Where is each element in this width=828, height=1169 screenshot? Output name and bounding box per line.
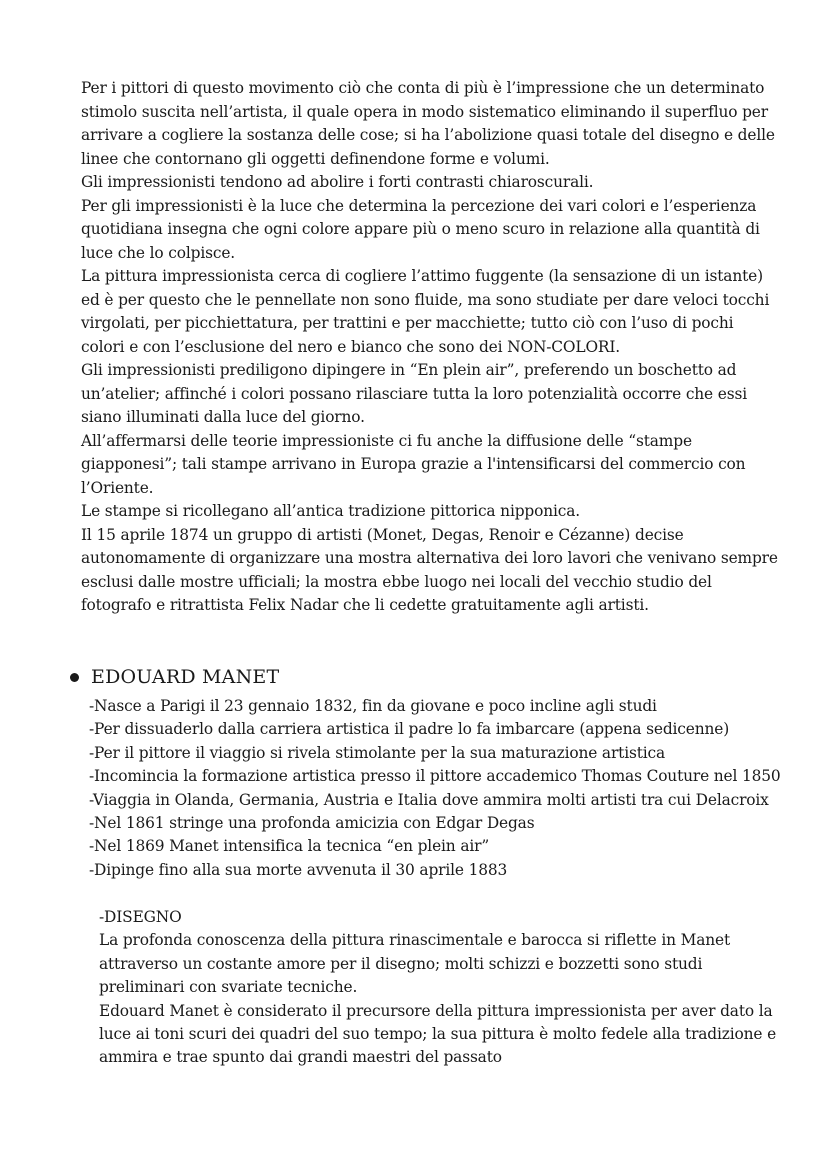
- subsection-title: -DISEGNO: [99, 908, 182, 926]
- disegno-section: [99, 906, 779, 1070]
- intro-paragraph: Gli impressionisti prediligono dipingere in “En plein air”, preferendo un boschetto ad un’atelier; affinché i colori possano rilasciare tutta la loro potenzialità occorre che essi siano illuminati dalla luce del giorno.: [81, 361, 747, 426]
- intro-paragraph: All’affermarsi delle teorie impressioniste ci fu anche la diffusione delle “stampe giapponesi”; tali stampe arrivano in Europa grazie a l'intensificarsi del commercio con l’Oriente.: [81, 431, 746, 497]
- intro-paragraph: Le stampe si ricollegano all’antica tradizione pittorica nipponica.: [81, 502, 581, 520]
- intro-paragraph: Per i pittori di questo movimento ciò che conta di più è l’impressione che un determinato stimolo suscita nell’artista, il quale opera in modo sistematico eliminando il superfluo per arrivare a cogliere la sostanza delle cose; si ha l’abolizione quasi totale del disegno e delle linee che contornano gli oggetti definendone forme e volumi.: [81, 79, 775, 168]
- bullet-icon: [70, 673, 79, 682]
- intro-paragraph: Per gli impressionisti è la luce che determina la percezione dei vari colori e l’esperienza quotidiana insegna che ogni colore appare più o meno scuro in relazione alla quantità di luce che lo colpisce.: [81, 196, 760, 262]
- list-item: -Incomincia la formazione artistica presso il pittore accademico Thomas Couture nel 1850: [89, 767, 781, 786]
- manet-section-heading: [70, 664, 279, 690]
- disegno-paragraph: La profonda conoscenza della pittura rinascimentale e barocca si riflette in Manet attraverso un costante amore per il disegno; molti schizzi e bozzetti sono studi preliminari con svariate tecniche.: [99, 931, 731, 997]
- intro-text-block: [81, 77, 781, 618]
- intro-paragraph: Gli impressionisti tendono ad abolire i forti contrasti chiaroscurali.: [81, 173, 594, 191]
- manet-biography-list: [89, 695, 789, 882]
- list-item: -Nel 1861 stringe una profonda amicizia con Edgar Degas: [89, 814, 535, 833]
- disegno-paragraph: Edouard Manet è considerato il precursore della pittura impressionista per aver dato la luce ai toni scuri dei quadri del suo tempo; la sua pittura è molto fedele alla tradizione e ammira e trae spunto dai grandi maestri del passato: [99, 1001, 777, 1067]
- list-item: -Dipinge fino alla sua morte avvenuta il 30 aprile 1883: [89, 860, 508, 879]
- section-title: EDOUARD MANET: [91, 666, 280, 688]
- list-item: -Viaggia in Olanda, Germania, Austria e Italia dove ammira molti artisti tra cui Delacroix: [89, 790, 769, 809]
- list-item: -Nasce a Parigi il 23 gennaio 1832, fin da giovane e poco incline agli studi: [89, 697, 657, 715]
- list-item: -Per dissuaderlo dalla carriera artistica il padre lo fa imbarcare (appena sedicenne): [89, 720, 730, 739]
- list-item: -Nel 1869 Manet intensifica la tecnica “en plein air”: [89, 837, 490, 856]
- list-item: -Per il pittore il viaggio si rivela stimolante per la sua maturazione artistica: [89, 743, 666, 762]
- intro-paragraph: Il 15 aprile 1874 un gruppo di artisti (Monet, Degas, Renoir e Cézanne) decise autonomamente di organizzare una mostra alternativa dei loro lavori che venivano sempre esclusi dalle mostre ufficiali; la mostra ebbe luogo nei locali del vecchio studio del fotografo e ritrattista Felix Nadar che li cedette gratuitamente agli artisti.: [81, 525, 778, 614]
- intro-paragraph: La pittura impressionista cerca di cogliere l’attimo fuggente (la sensazione di un istante) ed è per questo che le pennellate non sono fluide, ma sono studiate per dare veloci tocchi virgolati, per picchiettatura, per trattini e per macchiette; tutto ciò con l’uso di pochi colori e con l’esclusione del nero e bianco che sono dei NON-COLORI.: [81, 267, 770, 356]
